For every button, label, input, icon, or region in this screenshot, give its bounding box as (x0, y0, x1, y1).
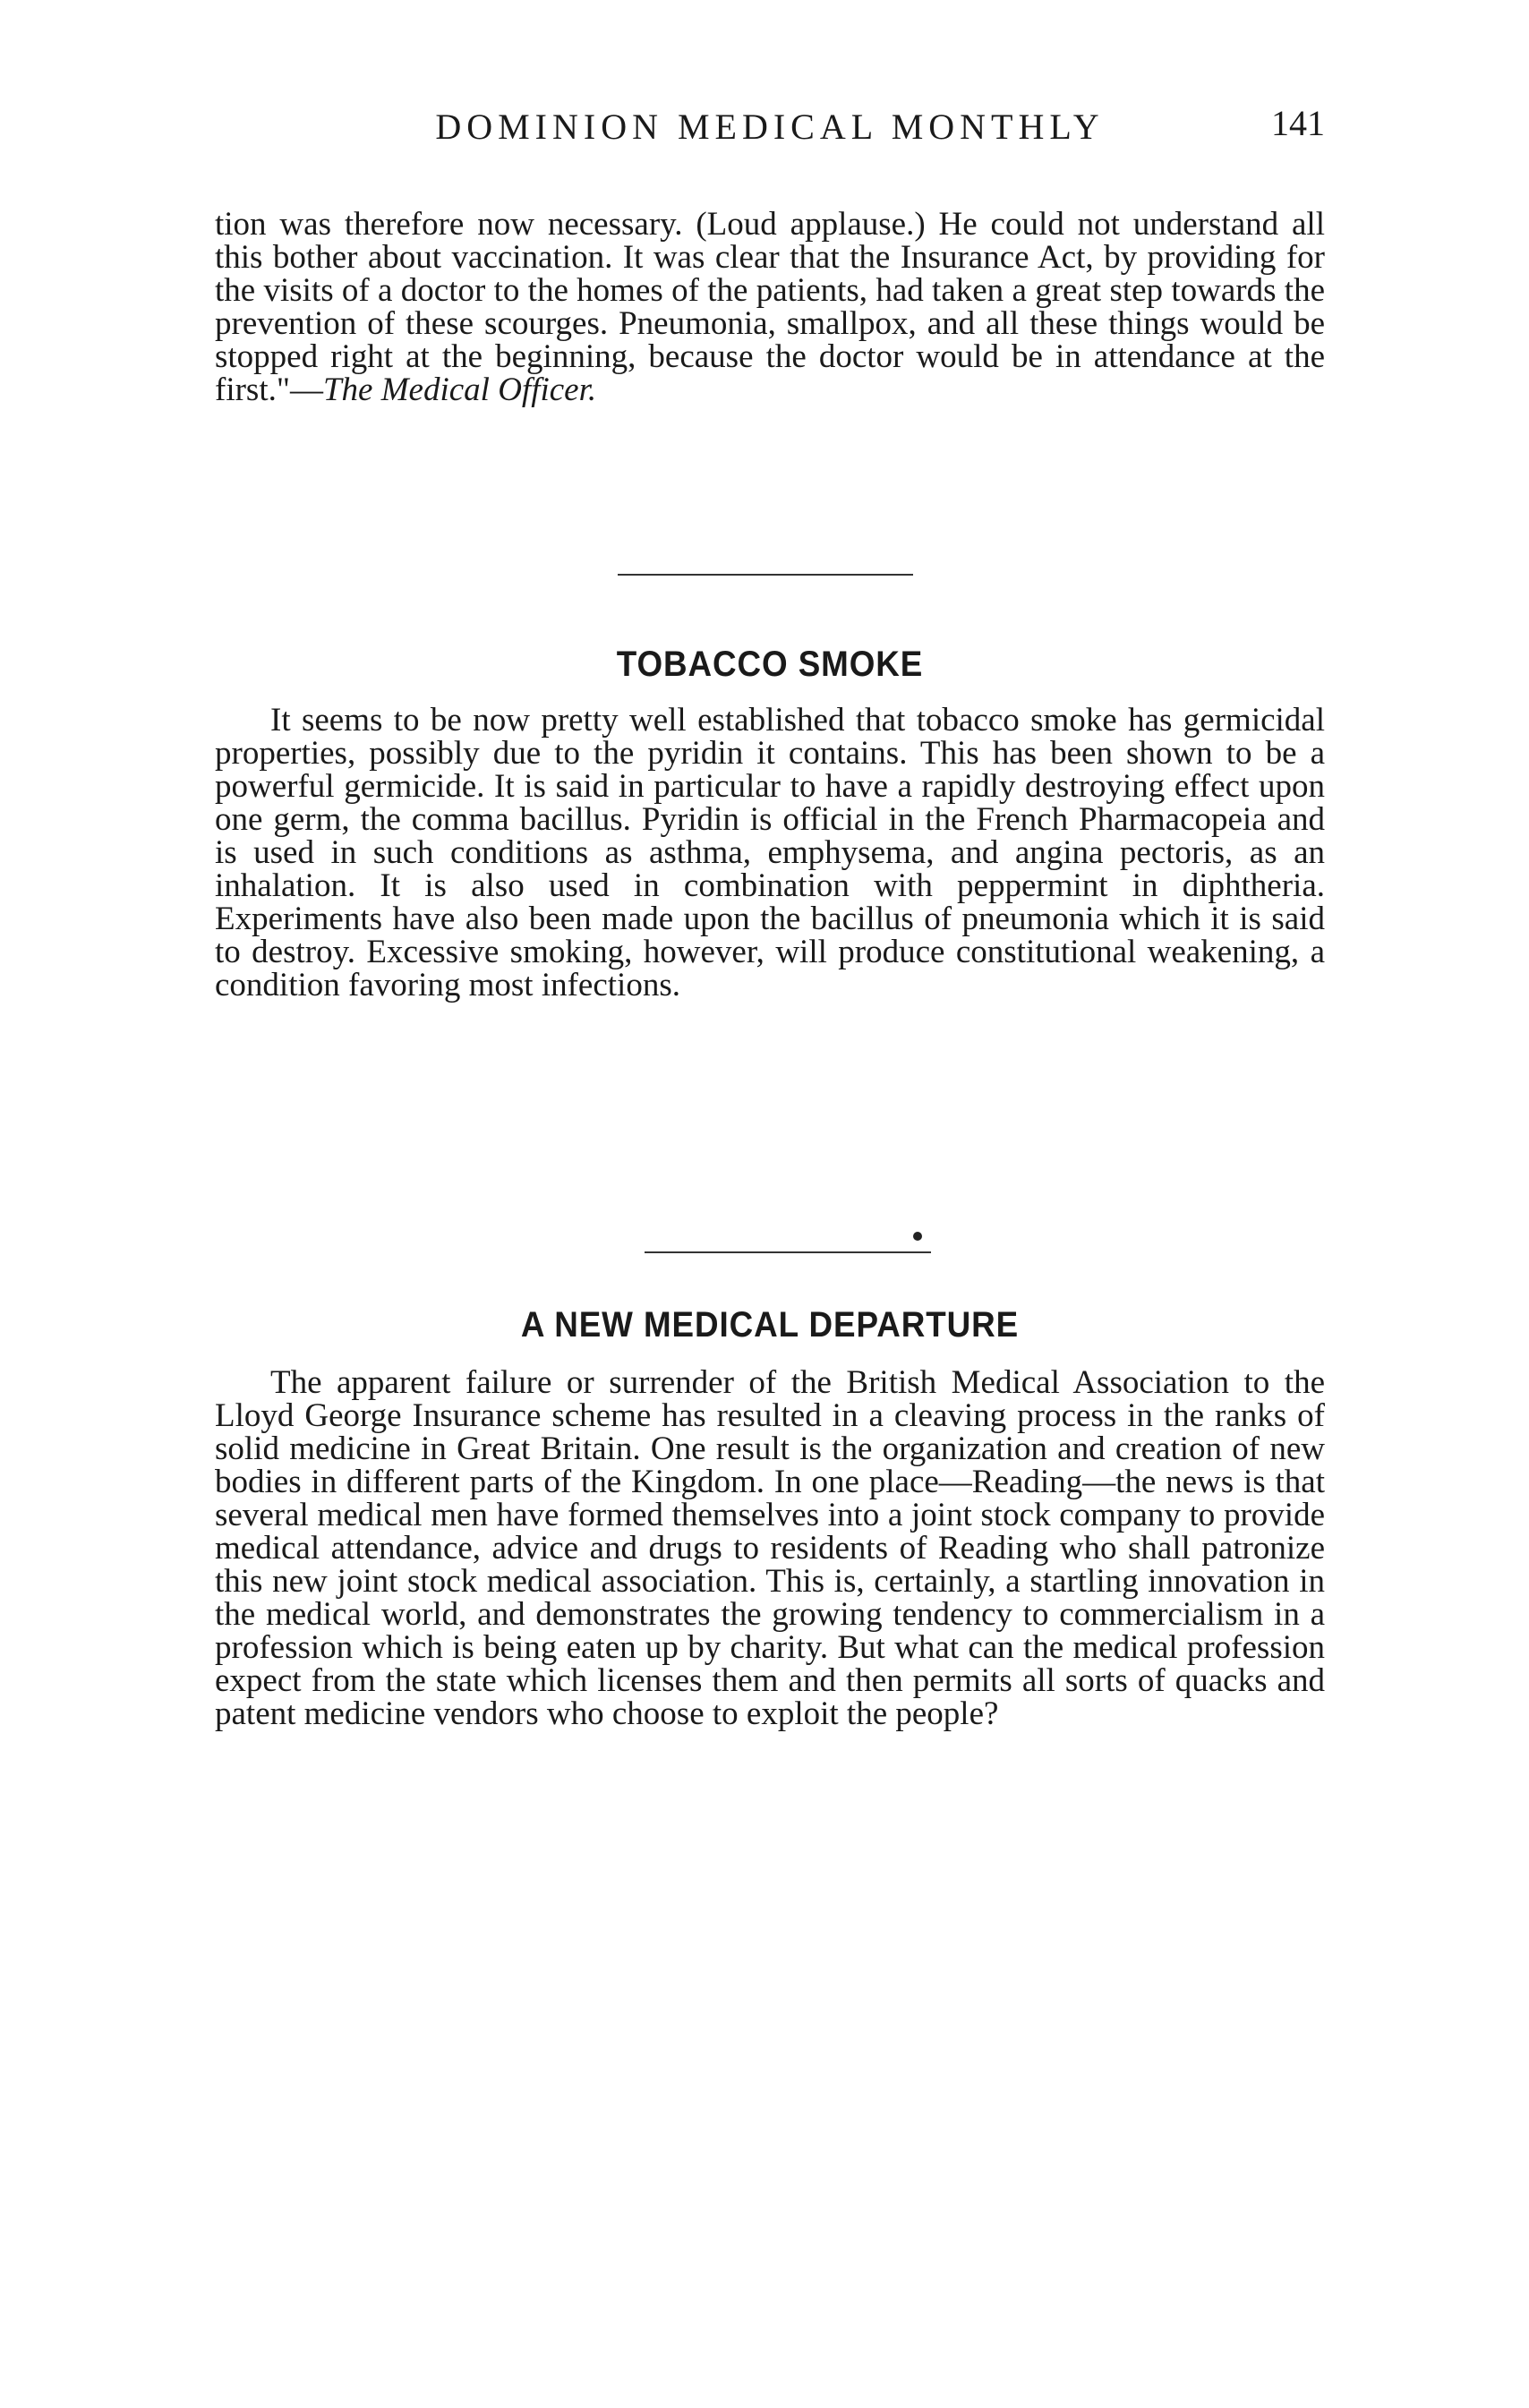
running-title: DOMINION MEDICAL MONTHLY (435, 107, 1105, 147)
section-divider-2 (645, 1251, 931, 1253)
departure-paragraph: The apparent failure or surrender of the British Medical Association to the Lloyd George Insurance scheme has resulted in a cleaving process in the ranks of solid medicine in Great Britain. One result is the organization and creation of new bodies in different parts of the Kingdom. In one place—Reading—the news is that several medical men have formed themselves into a joint stock company to provide medical attendance, advice and drugs to residents of Reading who shall patronize this new joint stock medical association. This is, certainly, a startling innovation in the medical world, and demonstrates the growing tendency to commercialism in a profession which is being eaten up by charity. But what can the medical profession expect from the state which licenses them and then permits all sorts of quacks and patent medicine vendors who choose to exploit the people? (215, 1364, 1325, 1732)
continuation-paragraph (215, 208, 1325, 406)
continuation-text: tion was therefore now necessary. (Loud applause.) He could not understand all this bother about vaccination. It was clear that the Insurance Act, by providing for the visits of a doctor to the homes of the patients, had taken a great step towards the prevention of these scourges. Pneumonia, smallpox, and all these things would be stopped right at the beginning, because the doctor would be in attendance at the first."— (215, 206, 1325, 408)
continuation-block (215, 208, 1325, 406)
divider-dot (913, 1232, 922, 1241)
page-number: 141 (1271, 103, 1325, 143)
section-title-departure: A NEW MEDICAL DEPARTURE (520, 1305, 1020, 1345)
citation: The Medical Officer. (322, 371, 597, 408)
tobacco-body-block (215, 704, 1325, 1002)
running-head (215, 103, 1325, 159)
section-divider (618, 574, 913, 576)
tobacco-section (215, 645, 1325, 685)
departure-section (215, 1305, 1325, 1345)
section-title-tobacco: TOBACCO SMOKE (616, 645, 924, 684)
tobacco-paragraph: It seems to be now pretty well established that tobacco smoke has germicidal properties, possibly due to the pyridin it contains. This has been shown to be a powerful germicide. It is said in particular to have a rapidly destroying effect upon one germ, the comma bacillus. Pyridin is official in the French Pharmacopeia and is used in such conditions as asthma, emphysema, and angina pectoris, as an inhalation. It is also used in combination with peppermint in diphtheria. Experiments have also been made upon the bacillus of pneumonia which it is said to destroy. Excessive smoking, however, will produce constitutional weakening, a condition favoring most infections. (215, 702, 1325, 1003)
departure-body-block (215, 1366, 1325, 1730)
